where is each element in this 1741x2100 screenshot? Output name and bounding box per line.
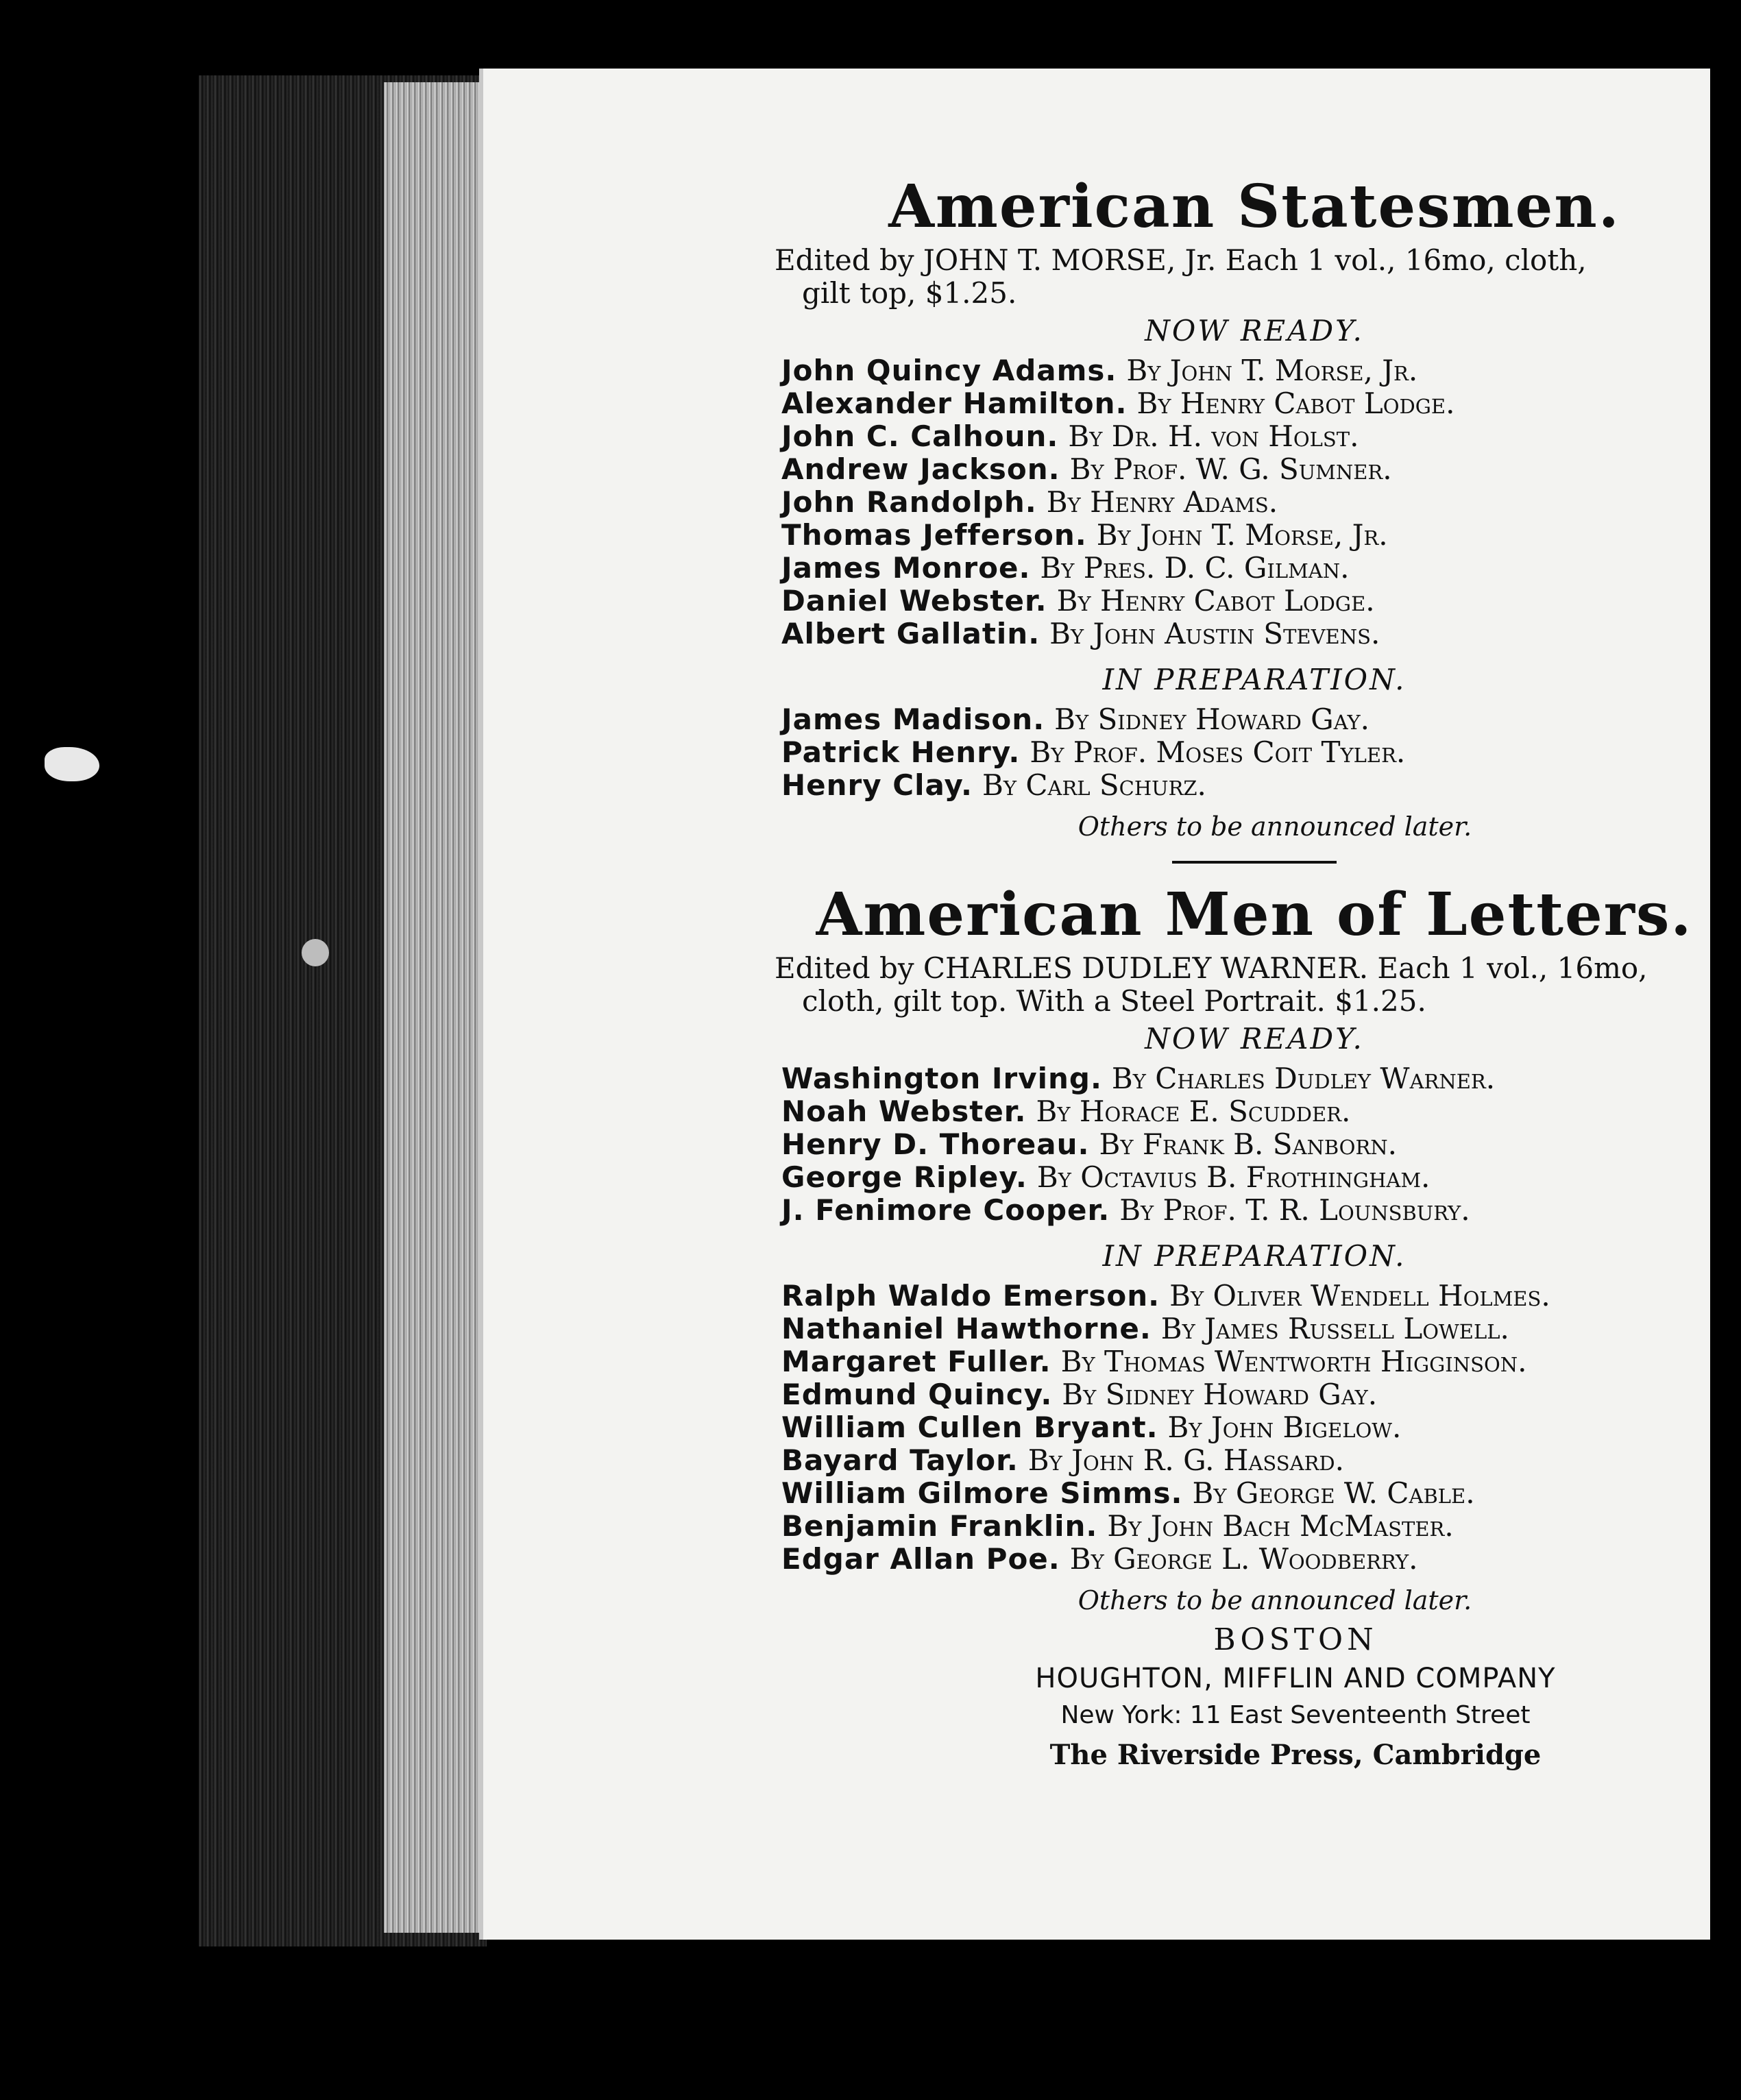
book-entry [781,1194,1693,1227]
section-title: American Statesmen. [888,172,1620,241]
book-entry [781,387,1693,420]
book-author: By John Bigelow. [1167,1411,1402,1445]
book-entry [781,1312,1693,1345]
book-author: By Prof. T. R. Lounsbury. [1119,1193,1470,1228]
in-preparation-list [781,1280,1693,1576]
book-author: By Prof. Moses Coit Tyler. [1030,735,1406,770]
book-entry [781,618,1693,650]
imprint-publisher: HOUGHTON, MIFFLIN AND COMPANY [1035,1663,1556,1695]
book-author: By George W. Cable. [1192,1476,1475,1511]
book-title: Henry Clay. [781,768,973,803]
book-title: John C. Calhoun. [781,419,1059,454]
book-title: Patrick Henry. [781,735,1021,770]
book-title: J. Fenimore Cooper. [781,1193,1110,1228]
book-entry [781,703,1693,736]
imprint-address: New York: 11 East Seventeenth Street [1060,1701,1531,1730]
book-entry [781,1510,1693,1543]
now-ready-list [781,1062,1693,1227]
paper-blemish [302,939,329,966]
book-entry [781,585,1693,618]
book-title: Daniel Webster. [781,584,1047,618]
book-author: By Oliver Wendell Holmes. [1169,1279,1550,1313]
book-author: By Henry Adams. [1046,485,1278,520]
book-title: Edgar Allan Poe. [781,1542,1060,1576]
book-title: James Monroe. [781,551,1031,585]
american-men-of-letters-section [775,880,1693,1616]
book-title: Alexander Hamilton. [781,387,1128,421]
book-title: Edmund Quincy. [781,1378,1053,1412]
paper-blemish [45,747,99,781]
others-note: Others to be announced later. [1078,1585,1472,1616]
in-preparation-list [781,703,1693,802]
book-title: George Ripley. [781,1160,1027,1195]
american-statesmen-section [775,172,1693,842]
book-author: By George L. Woodberry. [1069,1542,1418,1576]
book-entry [781,1444,1693,1477]
book-author: By John T. Morse, Jr. [1126,354,1418,388]
book-author: By Henry Cabot Lodge. [1056,584,1375,618]
book-entry [781,486,1693,519]
book-entry [781,736,1693,769]
book-entry [781,1128,1693,1161]
imprint-city: BOSTON [1213,1622,1378,1658]
series-description-line: gilt top, $1.25. [802,276,1017,310]
in-preparation-heading: IN PREPARATION. [1102,1239,1407,1273]
publisher-imprint [898,1622,1693,1771]
series-description-line: Edited by JOHN T. MORSE, Jr. Each 1 vol., 16mo, cloth, [775,243,1587,277]
others-note: Others to be announced later. [1078,811,1472,842]
book-author: By Sidney Howard Gay. [1062,1378,1378,1412]
book-title: Nathaniel Hawthorne. [781,1312,1152,1346]
section-divider [1172,861,1337,864]
book-title: John Quincy Adams. [781,354,1117,388]
book-page-edges-light [384,82,494,1933]
book-entry [781,1062,1693,1095]
series-description [775,244,1693,310]
book-title: Bayard Taylor. [781,1443,1019,1478]
book-title: Henry D. Thoreau. [781,1127,1090,1162]
book-entry [781,1477,1693,1510]
series-description [775,952,1693,1018]
now-ready-heading: NOW READY. [1145,1022,1364,1056]
book-author: By John Bach McMaster. [1107,1509,1454,1543]
book-title: Andrew Jackson. [781,452,1060,487]
book-title: James Madison. [781,703,1045,737]
book-title: John Randolph. [781,485,1037,520]
book-entry [781,1280,1693,1312]
book-title: Noah Webster. [781,1095,1027,1129]
book-author: By John R. G. Hassard. [1027,1443,1345,1478]
book-entry [781,1345,1693,1378]
book-title: Margaret Fuller. [781,1345,1051,1379]
book-entry [781,453,1693,486]
series-description-line: cloth, gilt top. With a Steel Portrait. $1.25. [802,984,1426,1018]
section-title: American Men of Letters. [816,880,1693,950]
book-author: By Horace E. Scudder. [1036,1095,1351,1129]
book-entry [781,354,1693,387]
in-preparation-heading: IN PREPARATION. [1102,663,1407,697]
book-entry [781,519,1693,552]
book-author: By Octavius B. Frothingham. [1036,1160,1430,1195]
book-title: Benjamin Franklin. [781,1509,1098,1543]
imprint-press: The Riverside Press, Cambridge [1049,1739,1542,1772]
book-entry [781,1095,1693,1128]
now-ready-list [781,354,1693,650]
book-title: Washington Irving. [781,1062,1102,1096]
book-title: William Gilmore Simms. [781,1476,1183,1511]
book-author: By Charles Dudley Warner. [1111,1062,1496,1096]
book-title: Ralph Waldo Emerson. [781,1279,1160,1313]
book-author: By Pres. D. C. Gilman. [1040,551,1350,585]
book-title: William Cullen Bryant. [781,1411,1158,1445]
book-author: By Thomas Wentworth Higginson. [1060,1345,1527,1379]
now-ready-heading: NOW READY. [1145,314,1364,348]
book-page [483,69,1710,1940]
book-entry [781,1161,1693,1194]
book-author: By Carl Schurz. [982,768,1206,803]
book-author: By John T. Morse, Jr. [1096,518,1388,552]
book-entry [781,420,1693,453]
book-title: Albert Gallatin. [781,617,1040,651]
book-entry [781,1543,1693,1576]
series-description-line: Edited by CHARLES DUDLEY WARNER. Each 1 vol., 16mo, [775,951,1648,985]
book-entry [781,1411,1693,1444]
book-entry [781,1378,1693,1411]
book-author: By Frank B. Sanborn. [1099,1127,1398,1162]
book-title: Thomas Jefferson. [781,518,1087,552]
book-author: By Prof. W. G. Sumner. [1069,452,1392,487]
book-entry [781,769,1693,802]
book-author: By James Russell Lowell. [1160,1312,1509,1346]
book-author: By John Austin Stevens. [1049,617,1380,651]
advertisement-content [775,172,1693,1772]
book-author: By Sidney Howard Gay. [1054,703,1369,737]
book-entry [781,552,1693,585]
book-author: By Henry Cabot Lodge. [1136,387,1455,421]
book-author: By Dr. H. von Holst. [1068,419,1359,454]
